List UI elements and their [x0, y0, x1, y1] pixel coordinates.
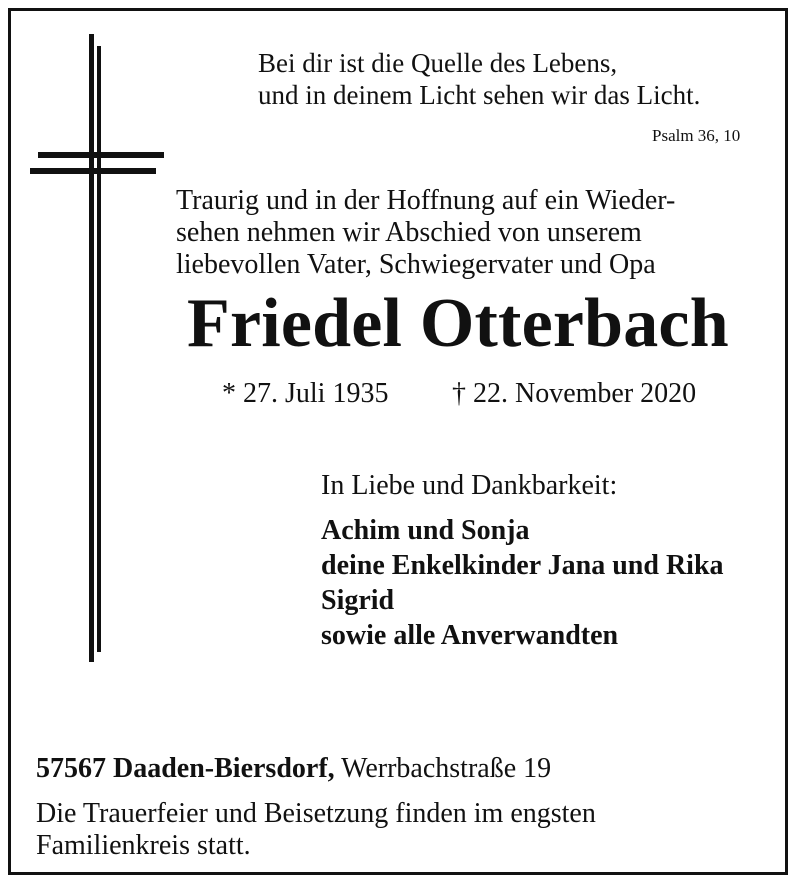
intro-line-2: sehen nehmen wir Abschied von unserem	[176, 217, 642, 248]
mourner-name: Sigrid	[321, 585, 395, 616]
deceased-name: Friedel Otterbach	[187, 285, 729, 362]
address-line	[36, 753, 551, 785]
mourner-name: Achim und Sonja	[321, 515, 530, 546]
intro-line-3: liebevollen Vater, Schwiegervater und Opa	[176, 249, 656, 280]
death-date: † 22. November 2020	[452, 378, 697, 409]
cross-horizontal-bar	[38, 152, 164, 158]
mourner-name: deine Enkelkinder Jana und Rika	[321, 550, 724, 581]
cross-horizontal-bar-lower	[30, 168, 156, 174]
notice-line-1: Die Trauerfeier und Beisetzung finden im engsten	[36, 798, 596, 829]
notice-line-2: Familienkreis statt.	[36, 830, 251, 861]
mourner-name: sowie alle Anverwandten	[321, 620, 619, 651]
birth-date: * 27. Juli 1935	[222, 378, 389, 409]
mourners-heading: In Liebe und Dankbarkeit:	[321, 470, 618, 501]
cross-vertical-bar	[89, 34, 94, 662]
address-place: 57567 Daaden-Biersdorf,	[36, 753, 335, 784]
verse-source: Psalm 36, 10	[652, 126, 741, 145]
intro-line-1: Traurig und in der Hoffnung auf ein Wieder-	[176, 185, 676, 216]
cross-vertical-bar-inner	[97, 46, 101, 652]
address-street: Werrbachstraße 19	[341, 753, 552, 784]
verse-line-1: Bei dir ist die Quelle des Lebens,	[258, 48, 618, 78]
verse-line-2: und in deinem Licht sehen wir das Licht.	[258, 80, 701, 110]
